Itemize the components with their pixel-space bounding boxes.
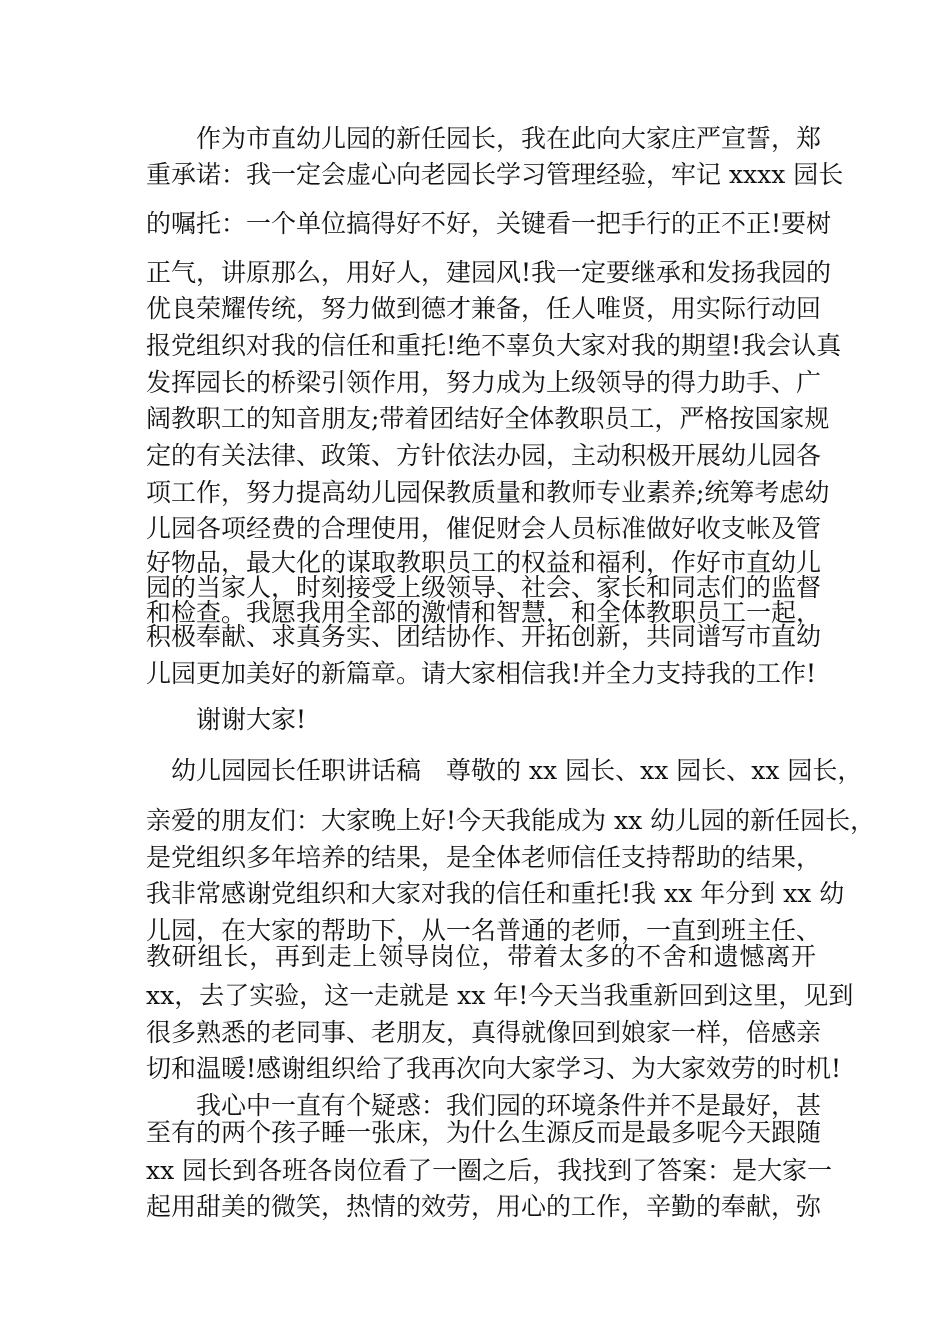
text-line: 是党组织多年培养的结果，是全体老师信任支持帮助的结果，: [146, 843, 822, 872]
text-line: 重承诺：我一定会虚心向老园长学习管理经验，牢记 xxxx 园长: [146, 160, 844, 189]
text-line: 的嘱托：一个单位搞得好不好，关键看一把手行的正不正!要树: [146, 209, 832, 238]
text-line: 作为市直幼儿园的新任园长，我在此向大家庄严宣誓，郑: [146, 124, 822, 153]
text-line: 很多熟悉的老同事、老朋友，真得就像回到娘家一样，倍感亲: [146, 1018, 822, 1047]
text-line: 我非常感谢党组织和大家对我的信任和重托!我 xx 年分到 xx 幼: [146, 879, 845, 908]
text-line: 切和温暖!感谢组织给了我再次向大家学习、为大家效劳的时机!: [146, 1054, 842, 1083]
section-heading-line: 幼儿园园长任职讲话稿 尊敬的 xx 园长、xx 园长、xx 园长，: [146, 756, 863, 785]
text-line: 儿园，在大家的帮助下，从一名普通的老师，一直到班主任、: [146, 916, 822, 945]
text-line: 儿园更加美好的新篇章。请大家相信我!并全力支持我的工作!: [146, 659, 817, 688]
text-line: 起用甜美的微笑，热情的效劳，用心的工作，辛勤的奉献，弥: [146, 1192, 822, 1221]
text-line: 我心中一直有个疑惑：我们园的环境条件并不是最好，甚: [146, 1091, 822, 1120]
closing-line: 谢谢大家!: [146, 705, 307, 734]
text-line: 教研组长，再到走上领导岗位，带着太多的不舍和遗憾离开: [146, 942, 816, 971]
text-line: xx 园长到各班各岗位看了一圈之后，我找到了答案：是大家一: [146, 1156, 833, 1185]
text-line: 至有的两个孩子睡一张床，为什么生源反而是最多呢今天跟随: [146, 1118, 822, 1147]
text-line: 阔教职工的知音朋友;带着团结好全体教职员工，严格按国家规: [146, 404, 830, 433]
text-line: xx，去了实验，这一走就是 xx 年!今天当我重新回到这里，见到: [146, 981, 854, 1010]
text-line: 儿园各项经费的合理使用，催促财会人员标准做好收支帐及管: [146, 514, 822, 543]
text-line: 报党组织对我的信任和重托!绝不辜负大家对我的期望!我会认真: [146, 331, 842, 360]
text-line: 定的有关法律、政策、方针依法办园，主动积极开展幼儿园各: [146, 441, 822, 470]
text-line: 项工作，努力提高幼儿园保教质量和教师专业素养;统筹考虑幼: [146, 478, 830, 507]
text-line: 亲爱的朋友们：大家晚上好!今天我能成为 xx 幼儿园的新任园长，: [146, 806, 876, 835]
text-line: 积极奉献、求真务实、团结协作、开拓创新，共同谱写市直幼: [146, 622, 822, 651]
text-line: 好物品，最大化的谋取教职员工的权益和福利，作好市直幼儿: [146, 548, 822, 577]
text-line: 发挥园长的桥梁引领作用，努力成为上级领导的得力助手、广: [146, 368, 822, 397]
text-line: 正气，讲原那么，用好人，建园风!我一定要继承和发扬我园的: [146, 258, 832, 287]
text-line: 和检查。我愿我用全部的激情和智慧，和全体教职员工一起，: [146, 598, 822, 627]
text-line: 优良荣耀传统，努力做到德才兼备，任人唯贤，用实际行动回: [146, 294, 822, 323]
text-line: 园的当家人，时刻接受上级领导、社会、家长和同志们的监督: [146, 573, 822, 602]
